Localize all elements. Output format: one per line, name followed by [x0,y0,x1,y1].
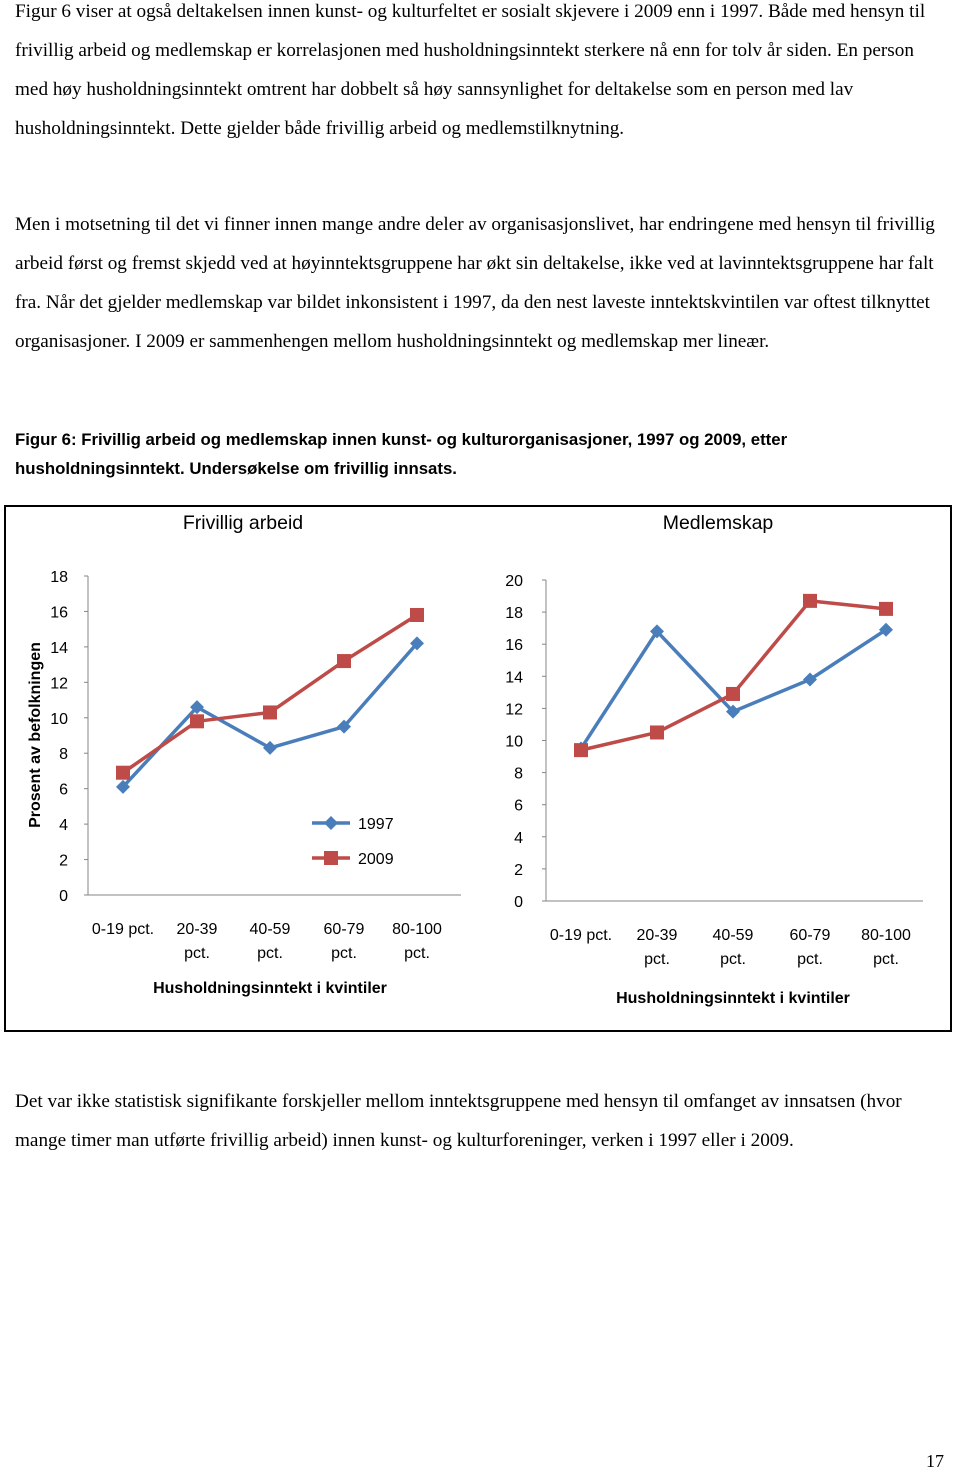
body-paragraph-2: Men i motsetning til det vi finner innen mange andre deler av organisasjonslivet, har endringene med hensyn til frivillig arbeid først og fremst skjedd ved at høyinntektsgruppene har økt sin deltakelse, ikke ved at lavinntektsgruppene har falt fra. Når det gjelder medlemskap var bildet inkonsistent i 1997, da den nest laveste inntektskvintilen var oftest tilknyttet organisasjoner. I 2009 er sammenhengen mellom husholdningsinntekt og medlemskap mer lineær. [15,214,935,352]
page-number: 17 [926,1451,944,1471]
medlemskap-point-2009 [650,725,664,739]
legend-2009-label: 2009 [358,851,394,868]
body-paragraph-1: Figur 6 viser at også deltakelsen innen kunst- og kulturfeltet er sosialt skjevere i 2009 enn i 1997. Både med hensyn til frivillig arbeid og medlemskap er korrelasjonen med husholdningsinntekt sterkere nå enn for tolv år siden. En person med høy husholdningsinntekt omtrent har dobbelt så høy sannsynlighet for deltakelse som en person med lav husholdningsinntekt. Dette gjelder både frivillig arbeid og medlemstilknytning. [15,1,926,139]
medlemskap-y-tick-label: 8 [514,765,523,783]
frivillig-point-1997 [263,741,277,755]
frivillig-x-tick-label: 60-79 pct. [323,921,365,962]
medlemskap-y-tick-label: 14 [505,669,523,687]
medlemskap-y-tick-label: 4 [514,829,523,847]
frivillig-point-2009 [116,766,130,780]
frivillig-point-2009 [337,654,351,668]
frivillig-x-tick-label: 80-100 pct. [392,921,442,962]
frivillig-point-2009 [410,608,424,622]
medlemskap-y-tick-label: 6 [514,797,523,815]
medlemskap-x-tick-label: 0-19 pct. [549,927,613,944]
legend-2009-marker [324,851,338,865]
medlemskap-y-tick-label: 10 [505,733,523,751]
medlemskap-x-axis-label: Husholdningsinntekt i kvintiler [616,990,850,1007]
medlemskap-y-tick-label: 12 [505,701,523,719]
frivillig-point-2009 [263,705,277,719]
frivillig-x-axis-label: Husholdningsinntekt i kvintiler [153,980,387,997]
frivillig-chart-title: Frivillig arbeid [182,512,304,534]
body-paragraph-3: Det var ikke statistisk signifikante forskjeller mellom inntektsgruppene med hensyn til omfanget av innsatsen (hvor mange timer man utførte frivillig arbeid) innen kunst- og kulturforeninger, verken i 1997 eller i 2009. [15,1091,902,1151]
medlemskap-point-2009 [726,687,740,701]
figure-6-charts [6,507,954,1034]
medlemskap-y-tick-label: 16 [505,637,523,655]
medlemskap-y-tick-label: 2 [514,861,523,879]
frivillig-y-tick-label: 12 [50,675,68,693]
medlemskap-y-tick-label: 20 [505,573,523,590]
medlemskap-x-tick-label: 60-79 pct. [789,927,831,968]
legend-1997-label: 1997 [358,816,394,833]
frivillig-y-axis-label: Prosent av befolkningen [27,642,44,828]
medlemskap-point-2009 [803,594,817,608]
medlemskap-x-tick-label: 80-100 pct. [861,927,911,968]
frivillig-y-tick-label: 14 [50,639,68,657]
frivillig-y-tick-label: 18 [50,569,68,586]
frivillig-y-tick-label: 10 [50,710,68,728]
frivillig-y-tick-label: 0 [59,888,68,905]
medlemskap-y-tick-label: 18 [505,605,523,623]
medlemskap-chart-title: Medlemskap [662,512,774,534]
frivillig-y-tick-label: 8 [59,746,68,764]
medlemskap-point-2009 [574,743,588,757]
frivillig-point-2009 [190,714,204,728]
frivillig-x-tick-label: 0-19 pct. [91,921,155,938]
frivillig-y-tick-label: 6 [59,781,68,799]
medlemskap-x-tick-label: 20-39 pct. [636,927,678,968]
medlemskap-y-tick-label: 0 [514,894,523,911]
frivillig-y-tick-label: 4 [59,817,68,835]
figure-caption: Figur 6: Frivillig arbeid og medlemskap innen kunst- og kulturorganisasjoner, 1997 og 2009, etter husholdningsinntekt. Undersøkelse om frivillig innsats. [15,430,788,478]
figure-6 [4,505,952,1032]
medlemskap-point-2009 [879,602,893,616]
medlemskap-x-tick-label: 40-59 pct. [712,927,754,968]
frivillig-x-tick-label: 20-39 pct. [176,921,218,962]
frivillig-y-tick-label: 2 [59,852,68,870]
legend-1997-marker [324,816,338,830]
frivillig-x-tick-label: 40-59 pct. [249,921,291,962]
frivillig-y-tick-label: 16 [50,604,68,622]
